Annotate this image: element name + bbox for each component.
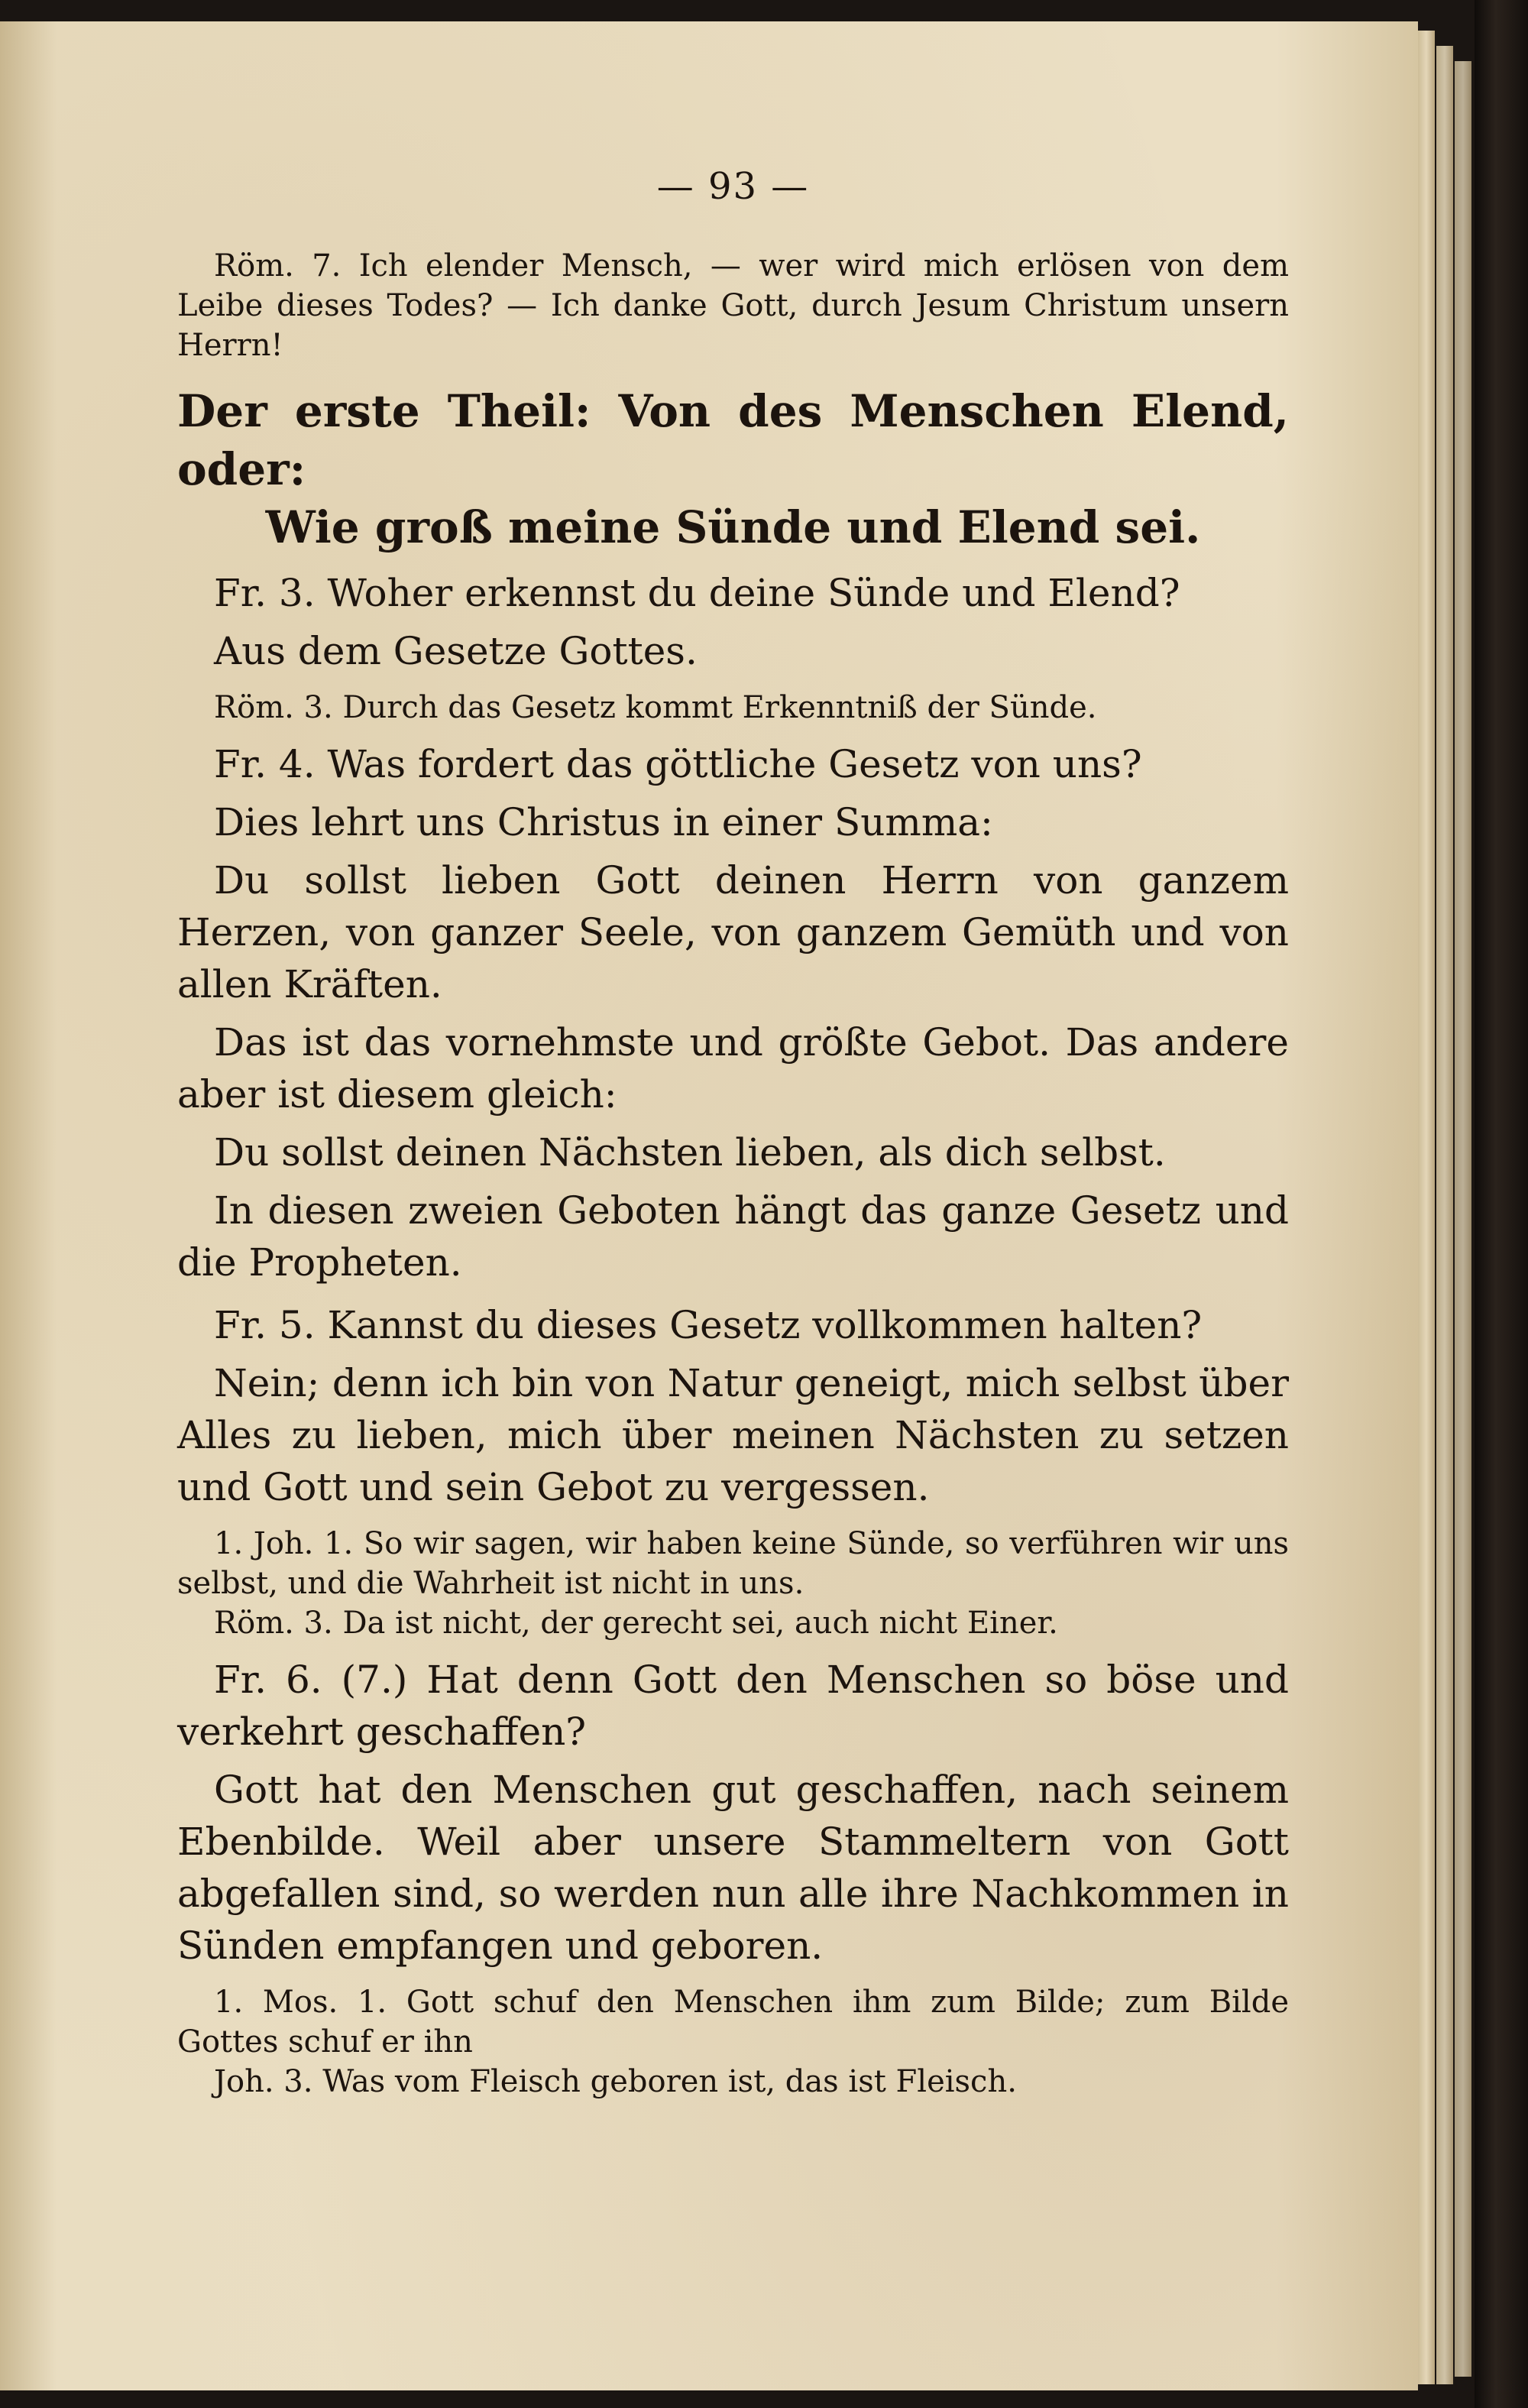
answer-4: Dies lehrt uns Christus in einer Summa:: [214, 800, 993, 844]
section-heading: [177, 382, 1289, 556]
question-5: Fr. 5. Kannst du dieses Gesetz vollkommen halten?: [214, 1303, 1203, 1347]
scripture-reference: 1. Mos. 1. Gott schuf den Menschen ihm zum Bilde; zum Bilde Gottes schuf er ihn: [177, 1985, 1289, 2060]
answer-4-paragraph: Das ist das vornehmste und größte Gebot. Das andere aber ist diesem gleich:: [177, 1020, 1289, 1116]
page-edge: [1418, 31, 1435, 2384]
scripture-reference: 1. Joh. 1. So wir sagen, wir haben keine Sünde, so verführen wir uns selbst, und die Wahrheit ist nicht in uns.: [177, 1526, 1289, 1601]
heading-line-1: Der erste Theil: Von des Menschen Elend, oder:: [177, 385, 1289, 495]
question-3: Fr. 3. Woher erkennst du deine Sünde und Elend?: [214, 571, 1180, 615]
answer-4-paragraph: In diesen zweien Geboten hängt das ganze Gesetz und die Propheten.: [177, 1188, 1289, 1285]
page-edge: [1436, 46, 1453, 2384]
answer-4-paragraph: Du sollst lieben Gott deinen Herrn von ganzem Herzen, von ganzer Seele, von ganzem Gemüth und von allen Kräften.: [177, 858, 1289, 1006]
question-6: Fr. 6. (7.) Hat denn Gott den Menschen so böse und verkehrt geschaffen?: [177, 1658, 1289, 1754]
heading-line-2: Wie groß meine Sünde und Elend sei.: [265, 501, 1201, 553]
page-number: — 93 —: [656, 165, 810, 208]
scripture-reference: Joh. 3. Was vom Fleisch geboren ist, das ist Fleisch.: [214, 2064, 1017, 2099]
question-4: Fr. 4. Was fordert das göttliche Gesetz von uns?: [214, 742, 1142, 786]
answer-5: Nein; denn ich bin von Natur geneigt, mich selbst über Alles zu lieben, mich über meinen Nächsten zu setzen und Gott und sein Gebot zu vergessen.: [177, 1361, 1289, 1509]
page-edge: [1455, 61, 1471, 2377]
answer-4-paragraph: Du sollst deinen Nächsten lieben, als dich selbst.: [214, 1130, 1166, 1175]
page-content: [177, 160, 1289, 2102]
scripture-reference: Röm. 7. Ich elender Mensch, — wer wird mich erlösen von dem Leibe dieses Todes? — Ich danke Gott, durch Jesum Christum unsern Herrn!: [177, 248, 1289, 363]
scripture-reference: Röm. 3. Durch das Gesetz kommt Erkenntniß der Sünde.: [214, 690, 1097, 725]
book-cover: [1475, 0, 1528, 2408]
answer-6: Gott hat den Menschen gut geschaffen, nach seinem Ebenbilde. Weil aber unsere Stammeltern von Gott abgefallen sind, so werden nun alle ihre Nachkommen in Sünden empfangen und geboren.: [177, 1768, 1289, 1968]
scripture-reference: Röm. 3. Da ist nicht, der gerecht sei, auch nicht Einer.: [214, 1606, 1058, 1641]
answer-3: Aus dem Gesetze Gottes.: [214, 629, 698, 673]
